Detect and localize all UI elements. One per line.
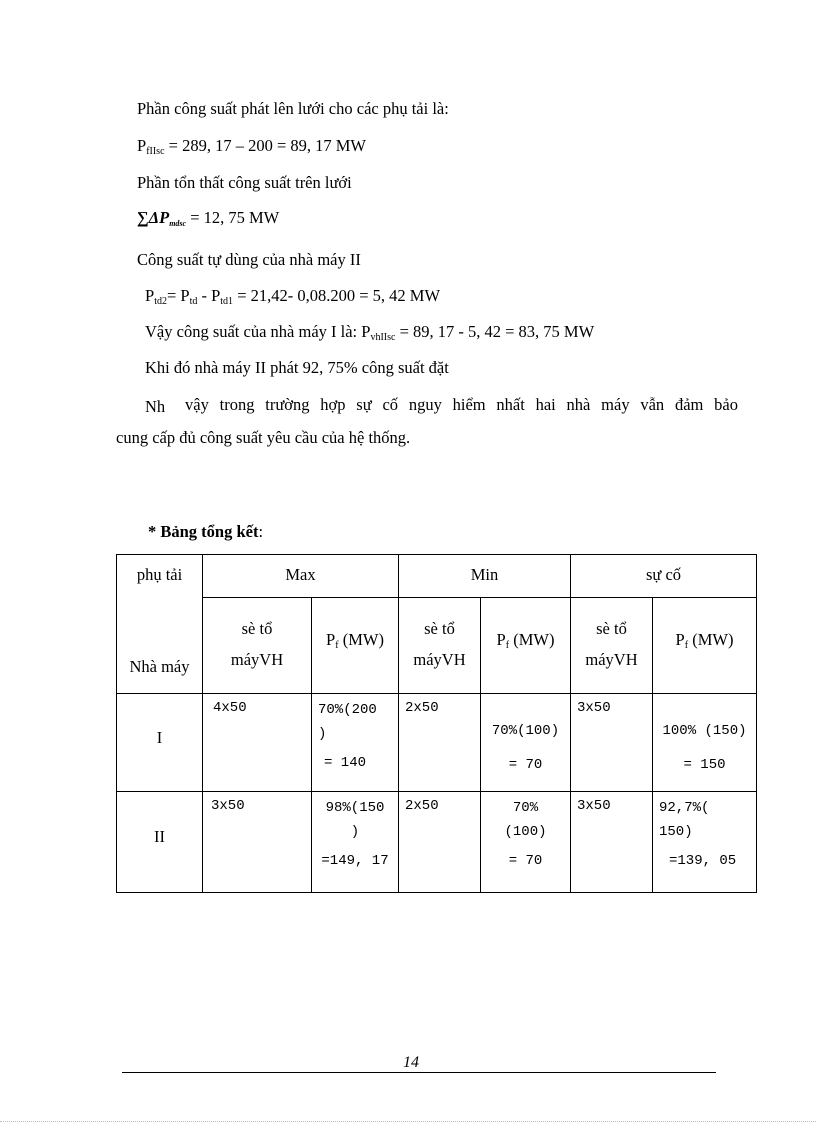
- corner-cell: [117, 555, 203, 694]
- min-p-cell: [481, 792, 571, 893]
- cell-line: ): [350, 824, 360, 840]
- text-line-1: Phần công suất phát lên lưới cho các phụ tải là:: [137, 99, 449, 118]
- text-line-10: cung cấp đủ công suất yêu cầu của hệ thống.: [116, 428, 411, 447]
- subheader-pf: [312, 598, 399, 694]
- formula-value: = 12, 75 MW: [186, 208, 280, 227]
- text-line-5: Công suất tự dùng của nhà máy II: [137, 250, 361, 269]
- subheader-pf: [481, 598, 571, 694]
- count-label-1: sè tổ: [241, 619, 273, 638]
- subheader-pf: [653, 598, 757, 694]
- table-subheader-row: [117, 598, 757, 694]
- min-count-cell: 2x50: [399, 694, 481, 792]
- subheader-count: [571, 598, 653, 694]
- pf-unit: (MW): [509, 630, 555, 649]
- summary-table: [116, 554, 757, 893]
- cell-line: =149, 17: [321, 853, 389, 869]
- fault-p-cell: [653, 792, 757, 893]
- fault-count-cell: 3x50: [571, 694, 653, 792]
- max-count-cell: 4x50: [203, 694, 312, 792]
- formula-subscript: td2: [154, 296, 167, 307]
- group-min: Min: [399, 555, 571, 598]
- max-count-cell: 3x50: [203, 792, 312, 893]
- corner-bottom-label: Nhà máy: [129, 657, 190, 676]
- cell-line: = 140: [324, 755, 367, 771]
- pf-subscript: f: [335, 640, 339, 651]
- pf-unit: (MW): [338, 630, 384, 649]
- table-row: [117, 792, 757, 893]
- formula-subscript: td: [189, 296, 198, 307]
- formula-ptd2: [145, 286, 440, 306]
- formula-value: = 289, 17 – 200 = 89, 17 MW: [164, 136, 366, 155]
- text-nh: Nh: [145, 397, 166, 416]
- count-label-2: máyVH: [413, 650, 466, 669]
- cell-line: 70%(200: [318, 702, 377, 718]
- max-p-cell: [312, 694, 399, 792]
- formula-subscript: mdsc: [169, 219, 187, 228]
- pf-symbol: P: [326, 630, 336, 649]
- formula-subscript: vhIIsc: [370, 332, 396, 343]
- cell-line: (100): [504, 824, 547, 840]
- fault-p-cell: [653, 694, 757, 792]
- table-row: [117, 694, 757, 792]
- plant-cell: I: [117, 694, 203, 792]
- subheader-count: [203, 598, 312, 694]
- formula-part: - P: [197, 286, 221, 305]
- fault-count-cell: 3x50: [571, 792, 653, 893]
- count-label-2: máyVH: [230, 650, 284, 669]
- text-line-8: Khi đó nhà máy II phát 92, 75% công suất đặt: [145, 358, 449, 377]
- formula-p-fiisc: [137, 136, 366, 156]
- cell-line: = 70: [508, 757, 543, 773]
- group-max: Max: [203, 555, 399, 598]
- corner-top-label: phụ tải: [136, 565, 183, 584]
- count-label-2: máyVH: [585, 650, 638, 669]
- page-number: 14: [403, 1054, 419, 1071]
- group-fault: sự cố: [571, 555, 757, 598]
- cell-line: 70%: [512, 800, 539, 816]
- pf-subscript: f: [684, 640, 689, 651]
- min-p-cell: [481, 694, 571, 792]
- count-label-1: sè tổ: [596, 619, 627, 638]
- cell-line: =139, 05: [669, 853, 737, 869]
- cell-line: = 70: [508, 853, 543, 869]
- summary-title-text: * Bảng tổng kết: [148, 522, 259, 541]
- formula-symbol: P: [137, 136, 147, 155]
- pf-unit: (MW): [688, 630, 734, 649]
- count-label-1: sè tổ: [424, 619, 455, 638]
- formula-loss: [137, 208, 279, 228]
- max-p-cell: [312, 792, 399, 893]
- cell-line: ): [318, 726, 327, 742]
- formula-part: = 89, 17 - 5, 42 = 83, 75 MW: [395, 322, 595, 341]
- table-header-row: [117, 555, 757, 598]
- cell-line: 70%(100): [491, 723, 560, 739]
- page-edge: [0, 1121, 816, 1122]
- cell-line: 100% (150): [662, 723, 747, 739]
- cell-line: 92,7%(: [659, 800, 710, 816]
- subheader-count: [399, 598, 481, 694]
- pf-symbol: P: [675, 630, 685, 649]
- summary-title: [148, 522, 263, 542]
- sum-delta-symbol: ∑ΔP: [137, 208, 170, 227]
- cell-line: = 150: [683, 757, 726, 773]
- formula-subscript: fIIsc: [146, 146, 165, 157]
- plant-cell: II: [117, 792, 203, 893]
- pf-symbol: P: [496, 630, 506, 649]
- min-count-cell: 2x50: [399, 792, 481, 893]
- footer-rule: [122, 1072, 716, 1073]
- formula-part: Vậy công suất của nhà máy I là: P: [145, 322, 371, 341]
- formula-part: P: [145, 286, 155, 305]
- formula-part: = 21,42- 0,08.200 = 5, 42 MW: [233, 286, 441, 305]
- formula-part: = P: [166, 286, 190, 305]
- summary-title-colon: :: [258, 522, 264, 541]
- formula-subscript: td1: [220, 296, 234, 307]
- formula-pvh: [145, 322, 594, 342]
- text-line-9: vậy trong trường hợp sự cố nguy hiểm nhất hai nhà máy vẫn đảm bảo: [185, 395, 738, 414]
- cell-line: 150): [659, 824, 693, 840]
- text-line-3: Phần tổn thất công suất trên lưới: [137, 173, 352, 192]
- cell-line: 98%(150: [325, 800, 385, 816]
- pf-subscript: f: [505, 640, 510, 651]
